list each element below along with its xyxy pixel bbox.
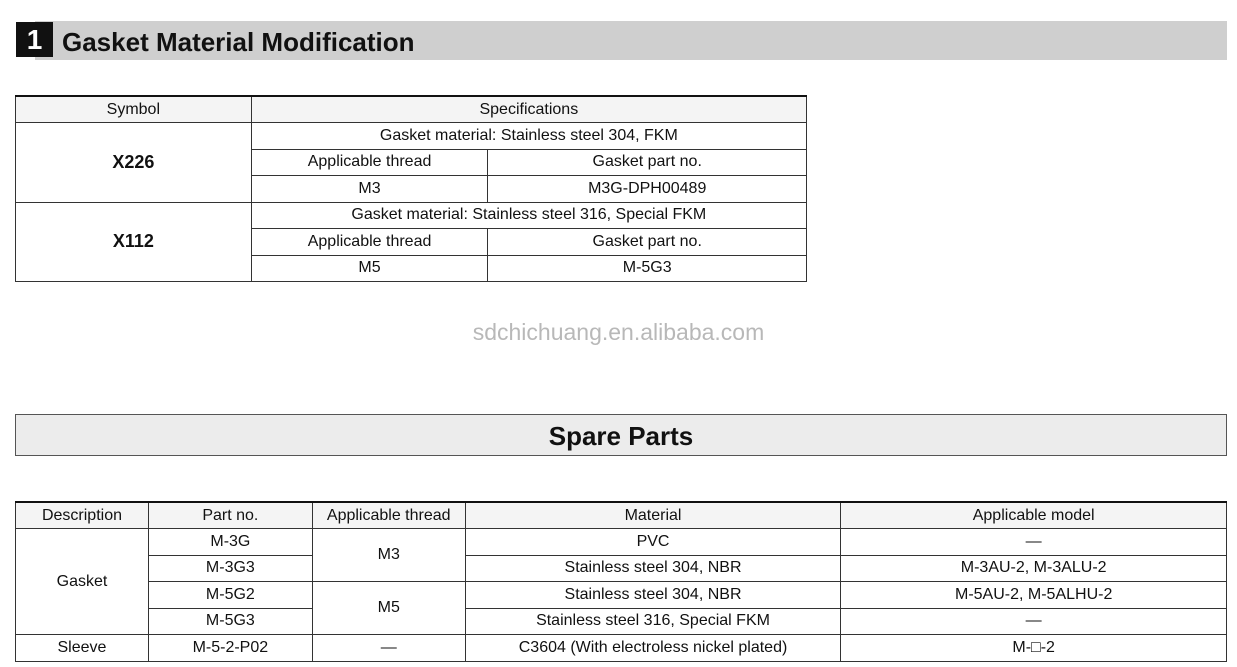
table-row [16, 529, 1227, 556]
part-cell: M-5-2-P02 [148, 635, 312, 662]
thread-cell: M5 [251, 255, 488, 282]
header-specifications: Specifications [251, 96, 806, 123]
table-header-row [16, 96, 807, 123]
material-cell: Stainless steel 316, Special FKM [465, 608, 841, 635]
description-cell: Gasket [16, 529, 149, 635]
symbol-cell: X112 [16, 202, 252, 282]
thread-cell: M3 [312, 529, 465, 582]
part-cell: M-5G3 [148, 608, 312, 635]
model-cell: — [841, 529, 1227, 556]
spare-parts-title: Spare Parts [15, 414, 1227, 456]
description-cell: Sleeve [16, 635, 149, 662]
material-cell: C3604 (With electroless nickel plated) [465, 635, 841, 662]
part-cell: M-3G3 [148, 555, 312, 582]
symbol-cell: X226 [16, 123, 252, 203]
material-cell: Stainless steel 304, NBR [465, 555, 841, 582]
thread-cell: M5 [312, 582, 465, 635]
model-cell: M-□-2 [841, 635, 1227, 662]
model-cell: — [841, 608, 1227, 635]
model-cell: M-3AU-2, M-3ALU-2 [841, 555, 1227, 582]
table-row [16, 123, 807, 150]
material-cell: Stainless steel 304, NBR [465, 582, 841, 609]
part-cell: M-5G2 [148, 582, 312, 609]
header-part-no: Part no. [148, 502, 312, 529]
part-label-cell: Gasket part no. [488, 149, 807, 176]
gasket-modification-table [15, 95, 807, 282]
section-title: Gasket Material Modification [62, 27, 415, 57]
part-cell: M3G-DPH00489 [488, 176, 807, 203]
section-number: 1 [16, 22, 53, 57]
spare-parts-table [15, 501, 1227, 662]
material-cell: Gasket material: Stainless steel 304, FKM [251, 123, 806, 150]
header-thread: Applicable thread [312, 502, 465, 529]
thread-cell: M3 [251, 176, 488, 203]
table-row [16, 555, 1227, 582]
table-header-row [16, 502, 1227, 529]
thread-label-cell: Applicable thread [251, 149, 488, 176]
thread-label-cell: Applicable thread [251, 229, 488, 256]
part-cell: M-5G3 [488, 255, 807, 282]
header-symbol: Symbol [16, 96, 252, 123]
watermark: sdchichuang.en.alibaba.com [472, 319, 765, 345]
table-row [16, 202, 807, 229]
material-cell: Gasket material: Stainless steel 316, Special FKM [251, 202, 806, 229]
model-cell: M-5AU-2, M-5ALHU-2 [841, 582, 1227, 609]
part-cell: M-3G [148, 529, 312, 556]
header-model: Applicable model [841, 502, 1227, 529]
table-row [16, 582, 1227, 609]
part-label-cell: Gasket part no. [488, 229, 807, 256]
header-material: Material [465, 502, 841, 529]
thread-cell: — [312, 635, 465, 662]
table-row [16, 635, 1227, 662]
material-cell: PVC [465, 529, 841, 556]
header-description: Description [16, 502, 149, 529]
table-row [16, 608, 1227, 635]
